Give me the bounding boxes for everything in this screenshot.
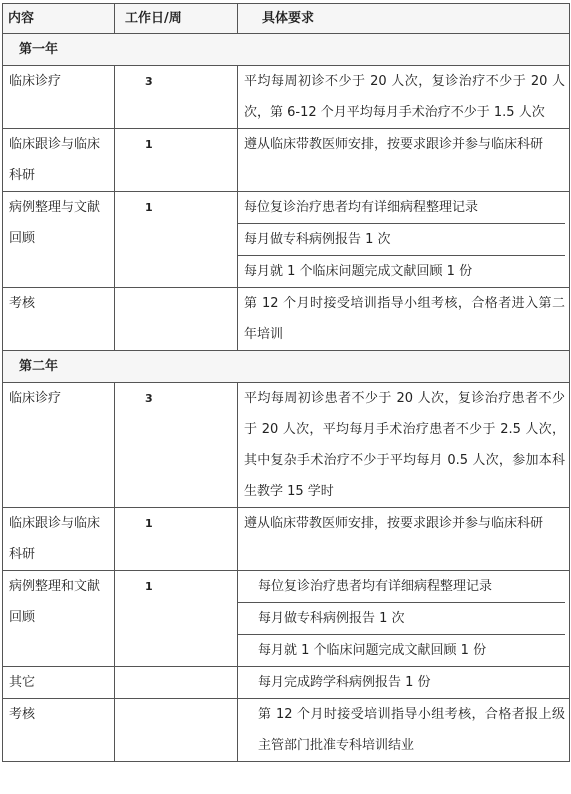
- table-header-row: [3, 4, 570, 34]
- requirement-item: 每位复诊治疗患者均有详细病程整理记录: [238, 571, 565, 603]
- requirement-item: 每月就 1 个临床问题完成文献回顾 1 份: [244, 264, 473, 279]
- section-title: 第一年: [3, 34, 570, 66]
- content-cell: 病例整理和文献回顾: [3, 571, 115, 667]
- requirement-item: 遵从临床带教医师安排，按要求跟诊并参与临床科研: [244, 516, 544, 531]
- requirement-item: 遵从临床带教医师安排，按要求跟诊并参与临床科研: [244, 137, 544, 152]
- days-cell: 1: [115, 192, 238, 288]
- requirements-cell: [238, 667, 570, 699]
- requirements-cell: [238, 66, 570, 129]
- header-requirements: 具体要求: [238, 4, 570, 34]
- days-cell: 3: [115, 66, 238, 129]
- days-cell: 1: [115, 129, 238, 192]
- requirement-item: 每月完成跨学科病例报告 1 份: [258, 675, 431, 690]
- content-cell: 临床跟诊与临床科研: [3, 129, 115, 192]
- table-row: [3, 383, 570, 508]
- requirements-cell: [238, 571, 570, 667]
- requirements-cell: [238, 383, 570, 508]
- content-cell: 其它: [3, 667, 115, 699]
- days-cell: 1: [115, 508, 238, 571]
- requirements-cell: [238, 192, 570, 288]
- section-row: [3, 34, 570, 66]
- requirements-cell: [238, 288, 570, 351]
- training-requirements-table: [2, 3, 570, 762]
- section-title: 第二年: [3, 351, 570, 383]
- table-row: [3, 288, 570, 351]
- days-cell: [115, 699, 238, 762]
- requirement-item: 每位复诊治疗患者均有详细病程整理记录: [238, 192, 565, 224]
- requirements-cell: [238, 129, 570, 192]
- header-content: 内容: [3, 4, 115, 34]
- requirement-item: 平均每周初诊患者不少于 20 人次，复诊治疗患者不少于 20 人次，平均每月手术治疗患者不少于 2.5 人次，其中复杂手术治疗不少于平均每月 0.5 人次，参加本科生教学 15 学时: [244, 391, 565, 499]
- table-row: [3, 699, 570, 762]
- requirement-item: 第 12 个月时接受培训指导小组考核，合格者进入第二年培训: [244, 296, 565, 342]
- requirements-cell: [238, 508, 570, 571]
- header-days-per-week: 工作日/周: [115, 4, 238, 34]
- content-cell: 考核: [3, 288, 115, 351]
- content-cell: 临床诊疗: [3, 383, 115, 508]
- content-cell: 临床跟诊与临床科研: [3, 508, 115, 571]
- requirement-item: 第 12 个月时接受培训指导小组考核，合格者报上级主管部门批准专科培训结业: [258, 707, 565, 753]
- days-cell: 1: [115, 571, 238, 667]
- table-row: [3, 66, 570, 129]
- content-cell: 病例整理与文献回顾: [3, 192, 115, 288]
- days-cell: 3: [115, 383, 238, 508]
- table-row: [3, 508, 570, 571]
- content-cell: 考核: [3, 699, 115, 762]
- requirement-item: 每月就 1 个临床问题完成文献回顾 1 份: [258, 643, 487, 658]
- table-row: [3, 192, 570, 288]
- table-row: [3, 571, 570, 667]
- table-row: [3, 667, 570, 699]
- days-cell: [115, 667, 238, 699]
- content-cell: 临床诊疗: [3, 66, 115, 129]
- requirements-cell: [238, 699, 570, 762]
- table-row: [3, 129, 570, 192]
- requirement-item: 平均每周初诊不少于 20 人次，复诊治疗不少于 20 人次，第 6-12 个月平均每月手术治疗不少于 1.5 人次: [244, 74, 565, 120]
- requirement-item: 每月做专科病例报告 1 次: [238, 224, 565, 256]
- section-row: [3, 351, 570, 383]
- days-cell: [115, 288, 238, 351]
- table-body: [3, 4, 570, 762]
- requirement-item: 每月做专科病例报告 1 次: [238, 603, 565, 635]
